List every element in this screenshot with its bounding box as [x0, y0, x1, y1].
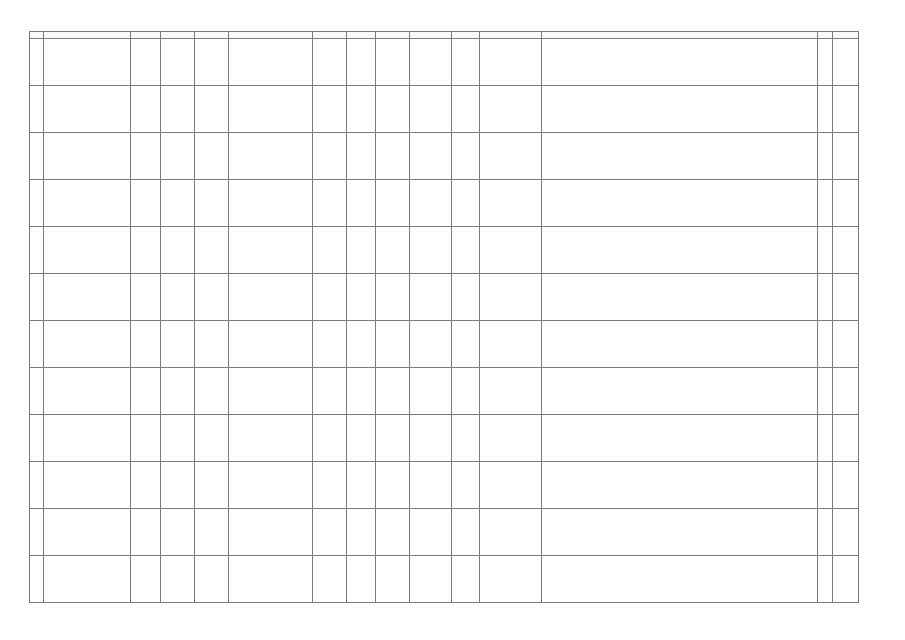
column-header	[161, 32, 195, 39]
table-cell	[376, 462, 410, 509]
table-cell	[542, 133, 818, 180]
table-cell	[131, 227, 161, 274]
table-cell	[313, 321, 347, 368]
table-cell	[480, 321, 542, 368]
table-cell	[195, 415, 229, 462]
table-row	[30, 39, 859, 86]
table-row	[30, 415, 859, 462]
column-header	[480, 32, 542, 39]
table-cell	[480, 86, 542, 133]
table-cell	[410, 274, 452, 321]
table-cell	[44, 321, 131, 368]
table-cell	[480, 415, 542, 462]
data-table	[29, 31, 859, 603]
table-cell	[131, 86, 161, 133]
column-header	[195, 32, 229, 39]
column-header	[542, 32, 818, 39]
table-row	[30, 509, 859, 556]
table-cell	[30, 227, 44, 274]
table-cell	[833, 274, 859, 321]
table-cell	[542, 39, 818, 86]
table-row	[30, 180, 859, 227]
table-cell	[452, 227, 480, 274]
table-cell	[229, 180, 313, 227]
table-cell	[452, 462, 480, 509]
table-cell	[452, 86, 480, 133]
table-cell	[833, 133, 859, 180]
table-cell	[833, 180, 859, 227]
table-cell	[818, 556, 833, 603]
column-header	[44, 32, 131, 39]
table-cell	[131, 39, 161, 86]
column-header	[30, 32, 44, 39]
table-cell	[452, 133, 480, 180]
table-cell	[376, 556, 410, 603]
table-cell	[195, 509, 229, 556]
table-cell	[347, 509, 376, 556]
table-cell	[30, 509, 44, 556]
table-cell	[195, 462, 229, 509]
table-cell	[229, 274, 313, 321]
table-cell	[480, 368, 542, 415]
table-cell	[44, 180, 131, 227]
table-cell	[44, 556, 131, 603]
table-row	[30, 274, 859, 321]
table-cell	[313, 556, 347, 603]
table-cell	[480, 133, 542, 180]
table-cell	[229, 368, 313, 415]
table-cell	[44, 368, 131, 415]
table-cell	[131, 368, 161, 415]
table-cell	[44, 227, 131, 274]
table-cell	[347, 86, 376, 133]
table-cell	[229, 86, 313, 133]
table-cell	[44, 133, 131, 180]
table-cell	[313, 227, 347, 274]
table-cell	[131, 321, 161, 368]
table-cell	[347, 368, 376, 415]
table-cell	[30, 368, 44, 415]
document-page	[29, 31, 858, 610]
table-cell	[161, 509, 195, 556]
table-cell	[376, 368, 410, 415]
table-cell	[313, 415, 347, 462]
table-cell	[161, 133, 195, 180]
table-row	[30, 556, 859, 603]
table-row	[30, 227, 859, 274]
table-cell	[30, 462, 44, 509]
table-cell	[347, 462, 376, 509]
table-cell	[30, 556, 44, 603]
table-cell	[229, 462, 313, 509]
table-cell	[313, 509, 347, 556]
table-cell	[347, 274, 376, 321]
column-header	[818, 32, 833, 39]
table-cell	[313, 133, 347, 180]
table-cell	[195, 86, 229, 133]
table-cell	[229, 133, 313, 180]
column-header	[347, 32, 376, 39]
table-cell	[480, 462, 542, 509]
table-cell	[833, 509, 859, 556]
table-cell	[452, 274, 480, 321]
table-cell	[376, 321, 410, 368]
column-header	[376, 32, 410, 39]
table-cell	[376, 39, 410, 86]
column-header	[313, 32, 347, 39]
table-cell	[818, 415, 833, 462]
column-header	[229, 32, 313, 39]
table-cell	[542, 368, 818, 415]
table-cell	[410, 39, 452, 86]
table-cell	[229, 321, 313, 368]
table-cell	[30, 133, 44, 180]
table-cell	[376, 133, 410, 180]
table-cell	[542, 321, 818, 368]
table-cell	[131, 180, 161, 227]
table-cell	[347, 133, 376, 180]
table-cell	[161, 180, 195, 227]
table-cell	[410, 462, 452, 509]
table-row	[30, 462, 859, 509]
table-cell	[347, 180, 376, 227]
table-cell	[44, 509, 131, 556]
table-cell	[161, 39, 195, 86]
table-cell	[410, 86, 452, 133]
table-cell	[30, 180, 44, 227]
column-header	[131, 32, 161, 39]
table-cell	[452, 509, 480, 556]
table-cell	[195, 556, 229, 603]
table-cell	[347, 556, 376, 603]
column-header	[410, 32, 452, 39]
table-body	[30, 39, 859, 603]
table-cell	[818, 462, 833, 509]
table-row	[30, 368, 859, 415]
table-cell	[480, 227, 542, 274]
table-cell	[833, 415, 859, 462]
table-cell	[480, 180, 542, 227]
column-header-row	[30, 32, 859, 39]
column-header	[833, 32, 859, 39]
table-cell	[818, 274, 833, 321]
table-cell	[195, 274, 229, 321]
table-cell	[410, 133, 452, 180]
table-cell	[195, 39, 229, 86]
table-cell	[131, 274, 161, 321]
table-cell	[347, 39, 376, 86]
table-cell	[452, 39, 480, 86]
table-cell	[229, 556, 313, 603]
table-cell	[818, 180, 833, 227]
table-cell	[818, 509, 833, 556]
table-cell	[452, 321, 480, 368]
table-cell	[376, 509, 410, 556]
table-cell	[833, 556, 859, 603]
table-cell	[44, 274, 131, 321]
table-cell	[410, 556, 452, 603]
table-cell	[30, 86, 44, 133]
table-cell	[542, 462, 818, 509]
table-cell	[833, 39, 859, 86]
table-cell	[542, 556, 818, 603]
table-cell	[44, 415, 131, 462]
table-row	[30, 86, 859, 133]
table-cell	[376, 415, 410, 462]
table-cell	[161, 227, 195, 274]
table-cell	[480, 556, 542, 603]
table-cell	[30, 274, 44, 321]
table-cell	[161, 556, 195, 603]
table-cell	[818, 39, 833, 86]
table-cell	[161, 274, 195, 321]
table-cell	[131, 133, 161, 180]
table-cell	[195, 227, 229, 274]
table-cell	[347, 227, 376, 274]
table-cell	[452, 556, 480, 603]
table-cell	[818, 321, 833, 368]
table-row	[30, 133, 859, 180]
table-cell	[161, 415, 195, 462]
table-cell	[410, 509, 452, 556]
table-cell	[542, 180, 818, 227]
table-cell	[313, 368, 347, 415]
table-cell	[376, 274, 410, 321]
column-header	[452, 32, 480, 39]
table-cell	[195, 321, 229, 368]
table-cell	[30, 415, 44, 462]
table-cell	[410, 415, 452, 462]
table-cell	[229, 227, 313, 274]
table-cell	[833, 462, 859, 509]
table-cell	[44, 39, 131, 86]
table-cell	[833, 321, 859, 368]
table-cell	[542, 509, 818, 556]
table-cell	[452, 180, 480, 227]
table-cell	[313, 180, 347, 227]
table-cell	[313, 462, 347, 509]
table-cell	[131, 509, 161, 556]
table-cell	[195, 133, 229, 180]
table-cell	[195, 368, 229, 415]
table-cell	[376, 227, 410, 274]
table-cell	[30, 39, 44, 86]
table-cell	[161, 462, 195, 509]
table-row	[30, 321, 859, 368]
table-cell	[376, 86, 410, 133]
table-cell	[44, 86, 131, 133]
table-cell	[480, 509, 542, 556]
table-cell	[833, 368, 859, 415]
table-cell	[313, 86, 347, 133]
table-cell	[131, 556, 161, 603]
table-cell	[161, 321, 195, 368]
table-cell	[376, 180, 410, 227]
table-cell	[313, 274, 347, 321]
table-cell	[452, 415, 480, 462]
table-cell	[480, 39, 542, 86]
table-cell	[30, 321, 44, 368]
table-cell	[818, 368, 833, 415]
table-cell	[347, 415, 376, 462]
table-cell	[161, 368, 195, 415]
table-cell	[161, 86, 195, 133]
table-cell	[542, 86, 818, 133]
table-cell	[131, 415, 161, 462]
table-cell	[542, 274, 818, 321]
table-cell	[833, 227, 859, 274]
table-cell	[542, 415, 818, 462]
table-cell	[410, 227, 452, 274]
table-cell	[818, 227, 833, 274]
table-cell	[410, 321, 452, 368]
table-cell	[229, 415, 313, 462]
table-cell	[229, 509, 313, 556]
table-cell	[480, 274, 542, 321]
table-cell	[818, 86, 833, 133]
table-cell	[410, 180, 452, 227]
table-cell	[410, 368, 452, 415]
table-cell	[452, 368, 480, 415]
table-cell	[833, 86, 859, 133]
table-cell	[818, 133, 833, 180]
table-cell	[542, 227, 818, 274]
table-cell	[44, 462, 131, 509]
table-cell	[195, 180, 229, 227]
table-cell	[229, 39, 313, 86]
table-cell	[131, 462, 161, 509]
table-cell	[313, 39, 347, 86]
table-cell	[347, 321, 376, 368]
